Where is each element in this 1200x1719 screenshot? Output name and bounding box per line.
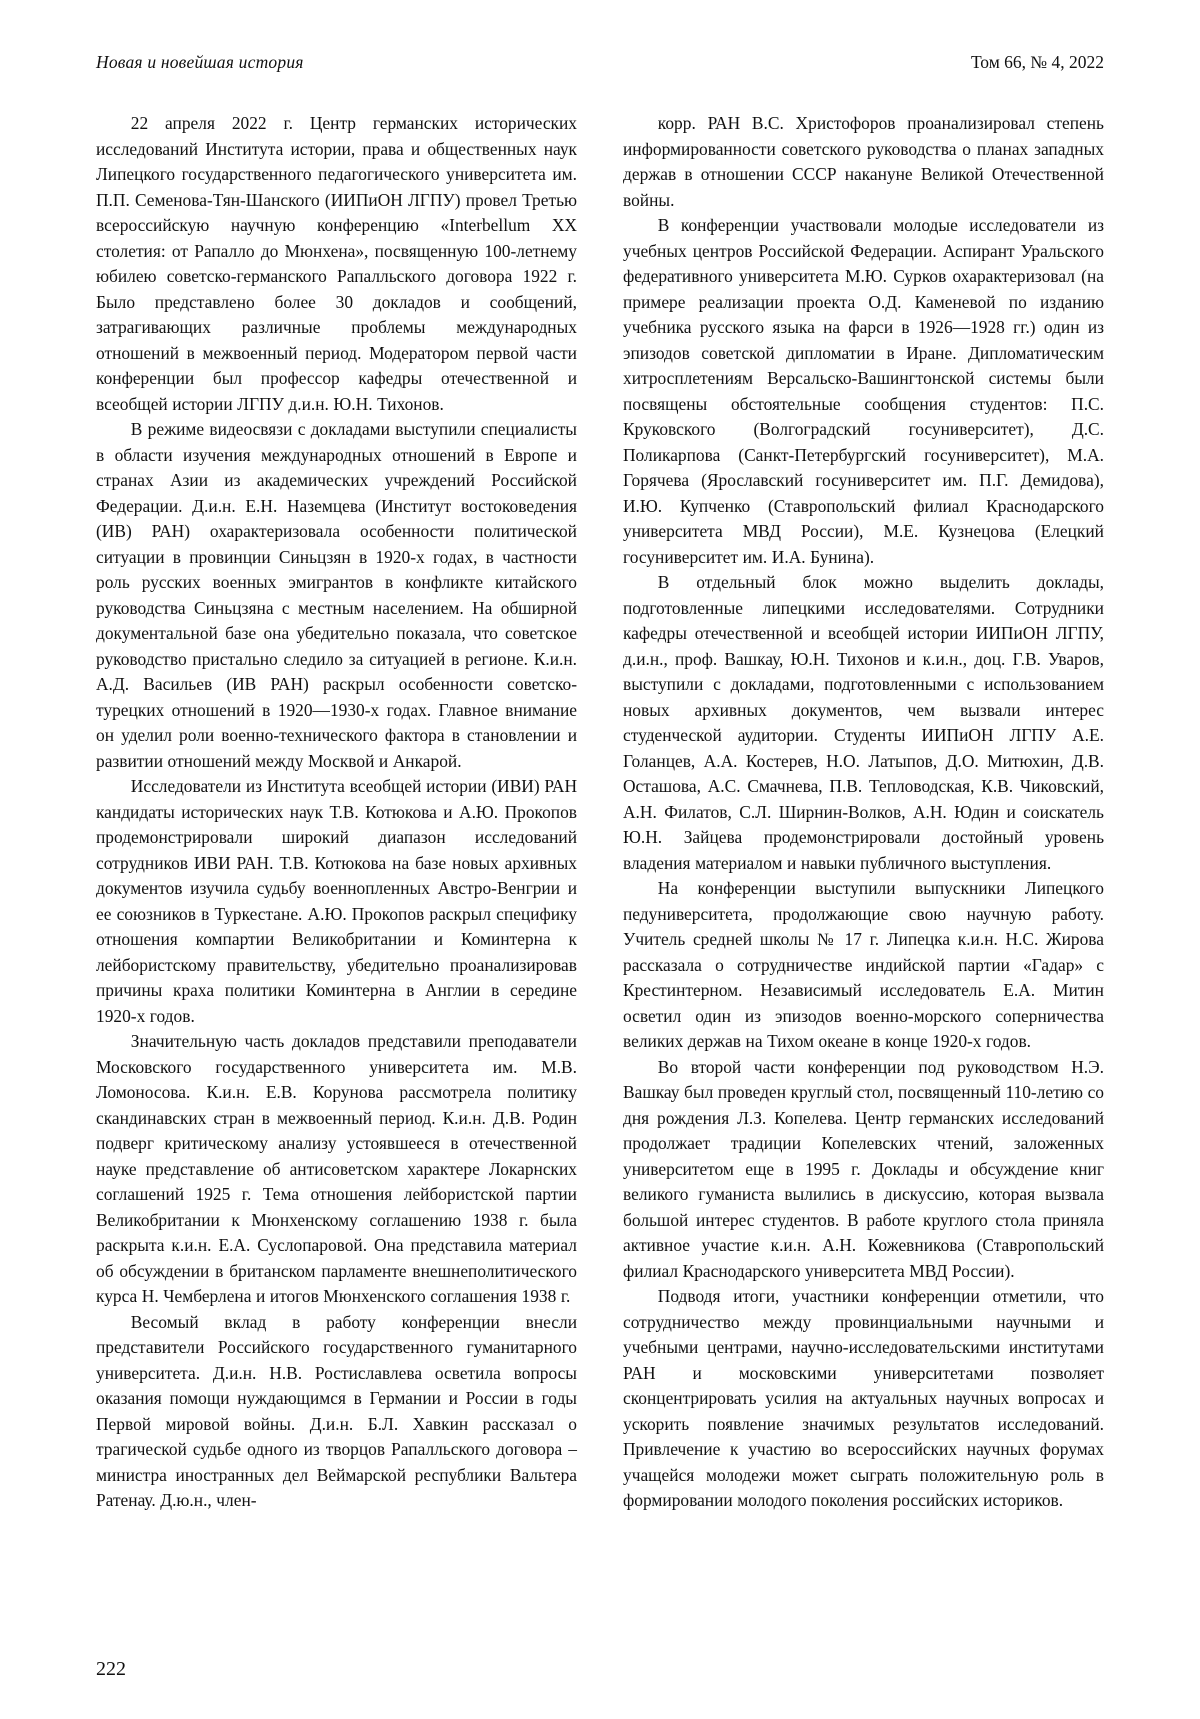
two-column-body — [96, 111, 1104, 1514]
left-column — [96, 111, 577, 1514]
right-column — [623, 111, 1104, 1514]
page-number: 222 — [96, 1658, 126, 1680]
running-head — [96, 52, 1104, 73]
paragraph: Подводя итоги, участники конференции отметили, что сотрудничество между провинциальными научными и учебными центрами, научно-исследовательскими институтами РАН и московскими университетами позволяет сконцентрировать усилия на актуальных научных вопросах и ускорить появление значимых результатов исследований. Привлечение к участию во всероссийских научных форумах учащейся молодежи может сыграть положительную роль в формировании молодого поколения российских историков. — [623, 1286, 1104, 1510]
paragraph: Значительную часть докладов представили преподаватели Московского государственного университета им. М.В. Ломоносова. К.и.н. Е.В. Корунова рассмотрела политику скандинавских стран в межвоенный период. К.и.н. Д.В. Родин подверг критическому анализу устоявшееся в отечественной науке представление об антисоветском характере Локарнских соглашений 1925 г. Тема отношения лейбористской партии Великобритании к Мюнхенскому соглашению 1938 г. была раскрыта к.и.н. Е.А. Суслопаровой. Она представила материал об обсуждении в британском парламенте внешнеполитического курса Н. Чемберлена и итогов Мюнхенского соглашения 1938 г. — [96, 1031, 577, 1306]
paragraph: корр. РАН В.С. Христофоров проанализировал степень информированности советского руководства о планах западных держав в отношении СССР накануне Великой Отечественной войны. — [623, 113, 1104, 210]
issue-info: Том 66, № 4, 2022 — [970, 52, 1104, 72]
journal-title: Новая и новейшая история — [96, 52, 304, 72]
paragraph: В режиме видеосвязи с докладами выступили специалисты в области изучения международных отношений в Европе и странах Азии из академических учреждений Российской Федерации. Д.и.н. Е.Н. Наземцева (Институт востоковедения (ИВ) РАН) охарактеризовала особенности политической ситуации в провинции Синьцзян в 1920-х годах, в частности роль русских военных эмигрантов в конфликте китайского руководства Синьцзяна с местным населением. На обширной документальной базе она убедительно показала, что советское руководство пристально следило за ситуацией в регионе. К.и.н. А.Д. Васильев (ИВ РАН) раскрыл особенности советско-турецких отношений в 1920—1930-х годах. Главное внимание он уделил роли военно-технического фактора в становлении и развитии отношений между Москвой и Анкарой. — [96, 419, 577, 771]
paragraph: В отдельный блок можно выделить доклады, подготовленные липецкими исследователями. Сотрудники кафедры отечественной и всеобщей истории ИИПиОН ЛГПУ, д.и.н., проф. Вашкау, Ю.Н. Тихонов и к.и.н., доц. Г.В. Уваров, выступили с докладами, подготовленными с использованием новых архивных документов, чем вызвали интерес студенческой аудитории. Студенты ИИПиОН ЛГПУ А.Е. Голанцев, А.А. Костерев, Н.О. Латыпов, Д.О. Митюхин, Д.В. Осташова, А.С. Смачнева, П.В. Тепловодская, К.В. Чиковский, А.Н. Филатов, С.Л. Ширнин-Волков, А.Н. Юдин и соискатель Ю.Н. Зайцева продемонстрировали достойный уровень владения материалом и навыки публичного выступления. — [623, 572, 1104, 873]
paragraph: На конференции выступили выпускники Липецкого педуниверситета, продолжающие свою научную работу. Учитель средней школы № 17 г. Липецка к.и.н. Н.С. Жирова рассказала о сотрудничестве индийской партии «Гадар» с Крестинтерном. Независимый исследователь Е.А. Митин осветил один из эпизодов военно-морского соперничества великих держав на Тихом океане в конце 1920-х годов. — [623, 878, 1104, 1051]
paragraph: Весомый вклад в работу конференции внесли представители Российского государственного гуманитарного университета. Д.и.н. Н.В. Ростиславлева осветила вопросы оказания помощи нуждающимся в Германии и России в годы Первой мировой войны. Д.и.н. Б.Л. Хавкин рассказал о трагической судьбе одного из творцов Рапалльского договора – министра иностранных дел Веймарской республики Вальтера Ратенау. Д.ю.н., член- — [96, 1311, 577, 1510]
paragraph: Во второй части конференции под руководством Н.Э. Вашкау был проведен круглый стол, посвященный 110-летию со дня рождения Л.З. Копелева. Центр германских исследований продолжает традиции Копелевских чтений, заложенных университетом еще в 1995 г. Доклады и обсуждение книг великого гуманиста вылились в дискуссию, которая вызвала большой интерес студентов. В работе круглого стола приняла активное участие к.и.н. А.Н. Кожевникова (Ставропольский филиал Краснодарского университета МВД России). — [623, 1056, 1104, 1281]
paragraph: В конференции участвовали молодые исследователи из учебных центров Российской Федерации. Аспирант Уральского федеративного университета М.Ю. Сурков охарактеризовал (на примере реализации проекта О.Д. Каменевой по изданию учебника русского языка на фарси в 1926—1928 гг.) один из эпизодов советской дипломатии в Иране. Дипломатическим хитросплетениям Версальско-Вашингтонской системы были посвящены обстоятельные сообщения студентов: П.С. Круковского (Волгоградский госуниверситет), Д.С. Поликарпова (Санкт-Петербургский госуниверситет), М.А. Горячева (Ярославский госуниверситет им. П.Г. Демидова), И.Ю. Купченко (Ставропольский филиал Краснодарского университета МВД России), М.Е. Кузнецова (Елецкий госуниверситет им. И.А. Бунина). — [623, 215, 1104, 567]
paragraph: 22 апреля 2022 г. Центр германских исторических исследований Института истории, права и общественных наук Липецкого государственного педагогического университета им. П.П. Семенова-Тян-Шанского (ИИПиОН ЛГПУ) провел Третью всероссийскую научную конференцию «Interbellum XX столетия: от Рапалло до Мюнхена», посвященную 100-летнему юбилею советско-германского Рапалльского договора 1922 г. Было представлено более 30 докладов и сообщений, затрагивающих различные проблемы международных отношений в межвоенный период. Модератором первой части конференции был профессор кафедры отечественной и всеобщей истории ЛГПУ д.и.н. Ю.Н. Тихонов. — [96, 113, 577, 414]
paragraph: Исследователи из Института всеобщей истории (ИВИ) РАН кандидаты исторических наук Т.В. Котюкова и А.Ю. Прокопов продемонстрировали широкий диапазон исследований сотрудников ИВИ РАН. Т.В. Котюкова на базе новых архивных документов изучила судьбу военнопленных Австро-Венгрии и ее союзников в Туркестане. А.Ю. Прокопов раскрыл специфику отношения компартии Великобритании и Коминтерна к лейбористскому правительству, убедительно проанализировав причины краха политики Коминтерна в Англии в середине 1920-х годов. — [96, 776, 577, 1026]
